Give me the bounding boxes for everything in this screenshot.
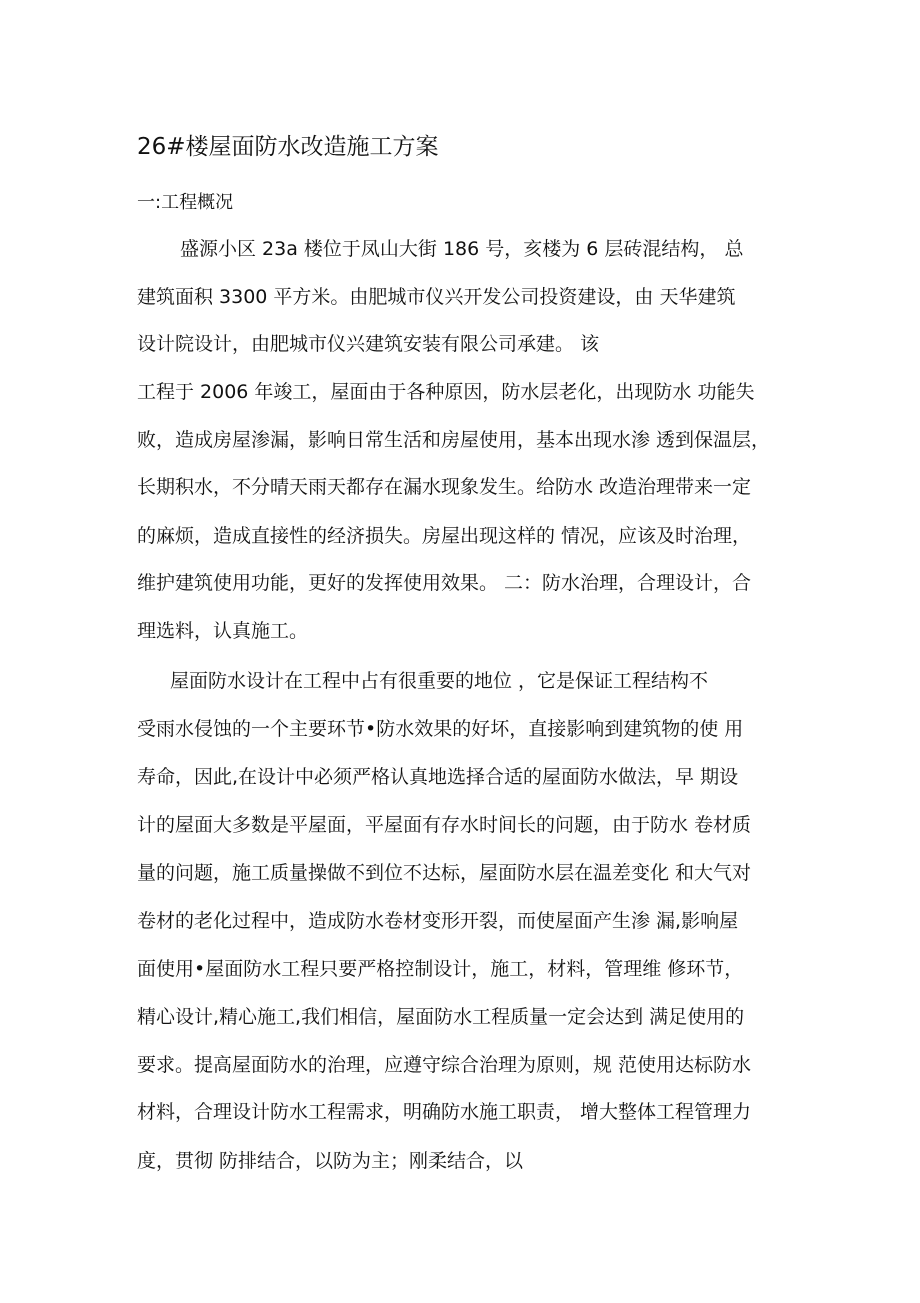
- paragraph-line: 理选料，认真施工。: [137, 620, 309, 642]
- paragraph-line: 计的屋面大多数是平屋面，平屋面有存水时间长的问题，由于防水 卷材质: [137, 814, 752, 836]
- paragraph-line: 屋面防水设计在工程中占有很重要的地位 ，它是保证工程结构不: [170, 670, 709, 692]
- paragraph-line: 工程于 2006 年竣工，屋面由于各种原因，防水层老化，出现防水 功能失: [137, 381, 755, 403]
- paragraph-line: 维护建筑使用功能，更好的发挥使用效果。 二：防水治理，合理设计，合: [137, 572, 752, 594]
- paragraph-line: 设计院设计，由肥城市仪兴建筑安装有限公司承建。 该: [137, 333, 600, 355]
- paragraph-line: 卷材的老化过程中，造成防水卷材变形开裂，而使屋面产生渗 漏,影响屋: [137, 910, 739, 932]
- paragraph-line: 长期积水，不分晴天雨天都存在漏水现象发生。给防水 改造治理带来一定: [137, 476, 752, 498]
- paragraph-line: 度，贯彻 防排结合，以防为主；刚柔结合，以: [137, 1150, 524, 1172]
- paragraph-line: 盛源小区 23a 楼位于凤山大街 186 号，亥楼为 6 层砖混结构， 总: [180, 238, 744, 260]
- document-title: 26#楼屋面防水改造施工方案: [137, 134, 439, 160]
- paragraph-line: 败，造成房屋渗漏，影响日常生活和房屋使用，基本出现水渗 透到保温层，: [137, 429, 771, 451]
- paragraph-line: 精心设计,精心施工,我们相信，屋面防水工程质量一定会达到 满足使用的: [137, 1006, 745, 1028]
- paragraph-line: 量的问题，施工质量操做不到位不达标，屋面防水层在温差变化 和大气对: [137, 862, 752, 884]
- paragraph-line: 材料，合理设计防水工程需求，明确防水施工职责， 增大整体工程管理力: [137, 1101, 752, 1123]
- paragraph-line: 的麻烦，造成直接性的经济损失。房屋出现这样的 情况，应该及时治理，: [137, 525, 752, 547]
- paragraph-line: 建筑面积 3300 平方米。由肥城市仪兴开发公司投资建设，由 天华建筑: [137, 286, 736, 308]
- paragraph-line: 受雨水侵蚀的一个主要环节•防水效果的好坏，直接影响到建筑物的使 用: [137, 718, 744, 740]
- paragraph-line: 寿命，因此,在设计中必须严格认真地选择合适的屋面防水做法，早 期设: [137, 766, 739, 788]
- paragraph-line: 面使用•屋面防水工程只要严格控制设计，施工，材料，管理维 修环节，: [137, 958, 744, 980]
- paragraph-line: 要求。提高屋面防水的治理，应遵守综合治理为原则，规 范使用达标防水: [137, 1054, 752, 1076]
- section-heading: 一:工程概况: [137, 192, 234, 213]
